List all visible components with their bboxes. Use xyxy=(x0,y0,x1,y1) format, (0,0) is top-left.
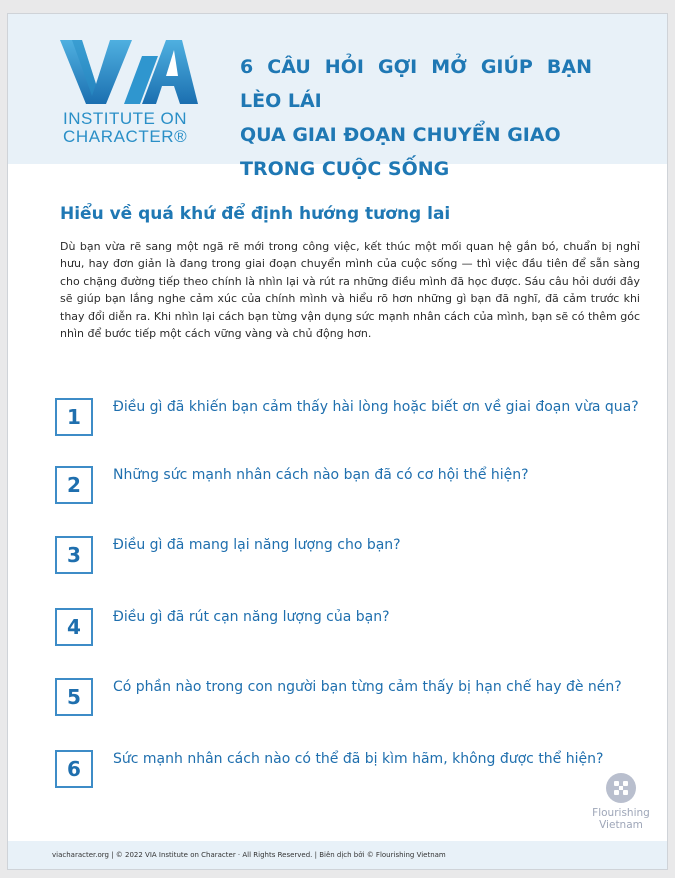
question-text: Điều gì đã rút cạn năng lượng của bạn? xyxy=(113,609,390,625)
partner-name-line: Vietnam xyxy=(599,819,643,831)
question-number: 4 xyxy=(55,608,93,646)
question-item xyxy=(55,536,645,582)
question-item xyxy=(55,750,645,796)
section-heading: Hiểu về quá khứ để định hướng tương lai xyxy=(60,204,451,224)
question-item xyxy=(55,678,645,724)
question-item xyxy=(55,608,645,654)
header-band xyxy=(8,14,667,180)
question-number: 2 xyxy=(55,466,93,504)
question-text: Điều gì đã mang lại năng lượng cho bạn? xyxy=(113,537,401,553)
flourishing-vietnam-icon xyxy=(605,772,637,804)
footer-band xyxy=(8,841,667,870)
partner-name-line: Flourishing xyxy=(592,807,650,819)
question-item xyxy=(55,466,645,512)
page-title xyxy=(240,50,592,186)
via-logo xyxy=(58,38,208,148)
title-line: TRONG CUỘC SỐNG xyxy=(240,158,450,180)
question-text: Điều gì đã khiến bạn cảm thấy hài lòng hoặc biết ơn về giai đoạn vừa qua? xyxy=(113,399,639,415)
question-text: Có phần nào trong con người bạn từng cảm thấy bị hạn chế hay đè nén? xyxy=(113,679,622,695)
question-number: 3 xyxy=(55,536,93,574)
title-line: QUA GIAI ĐOẠN CHUYỂN GIAO xyxy=(240,124,561,146)
logo-line-character: CHARACTER® xyxy=(63,127,188,146)
question-text: Sức mạnh nhân cách nào có thể đã bị kìm hãm, không được thể hiện? xyxy=(113,751,604,767)
logo-line-institute: INSTITUTE ON xyxy=(63,109,188,128)
title-line: 6 CÂU HỎI GỢI MỞ GIÚP BẠN LÈO LÁI xyxy=(240,56,592,112)
document-page xyxy=(7,13,668,870)
footer-text: viacharacter.org | © 2022 VIA Institute on Character · All Rights Reserved. | Biên dịch bởi © Flourishing Vietnam xyxy=(52,851,446,859)
via-mark-icon xyxy=(58,38,198,108)
question-number: 5 xyxy=(55,678,93,716)
question-item xyxy=(55,398,645,444)
intro-paragraph: Dù bạn vừa rẽ sang một ngã rẽ mới trong công việc, kết thúc một mối quan hệ gắn bó, chuẩn bị nghỉ hưu, hay đơn giản là đang trong giai đoạn chuyển mình của cuộc sống — thì việc đầu tiên để sẵn sàng cho chặng đường tiếp theo chính là nhìn lại và rút ra những điều mình đã học được. Sáu câu hỏi dưới đây sẽ giúp bạn lắng nghe cảm xúc của chính mình và hiểu rõ hơn những gì bạn đã nghĩ, đã cảm trước khi thay đổi diễn ra. Khi nhìn lại cách bạn từng vận dụng sức mạnh nhân cách của mình, bạn sẽ có thêm góc nhìn để bước tiếp một cách vững vàng và chủ động hơn. xyxy=(60,240,640,341)
question-number: 6 xyxy=(55,750,93,788)
question-number: 1 xyxy=(55,398,93,436)
question-text: Những sức mạnh nhân cách nào bạn đã có cơ hội thể hiện? xyxy=(113,467,529,483)
flourishing-vietnam-logo xyxy=(582,772,660,842)
